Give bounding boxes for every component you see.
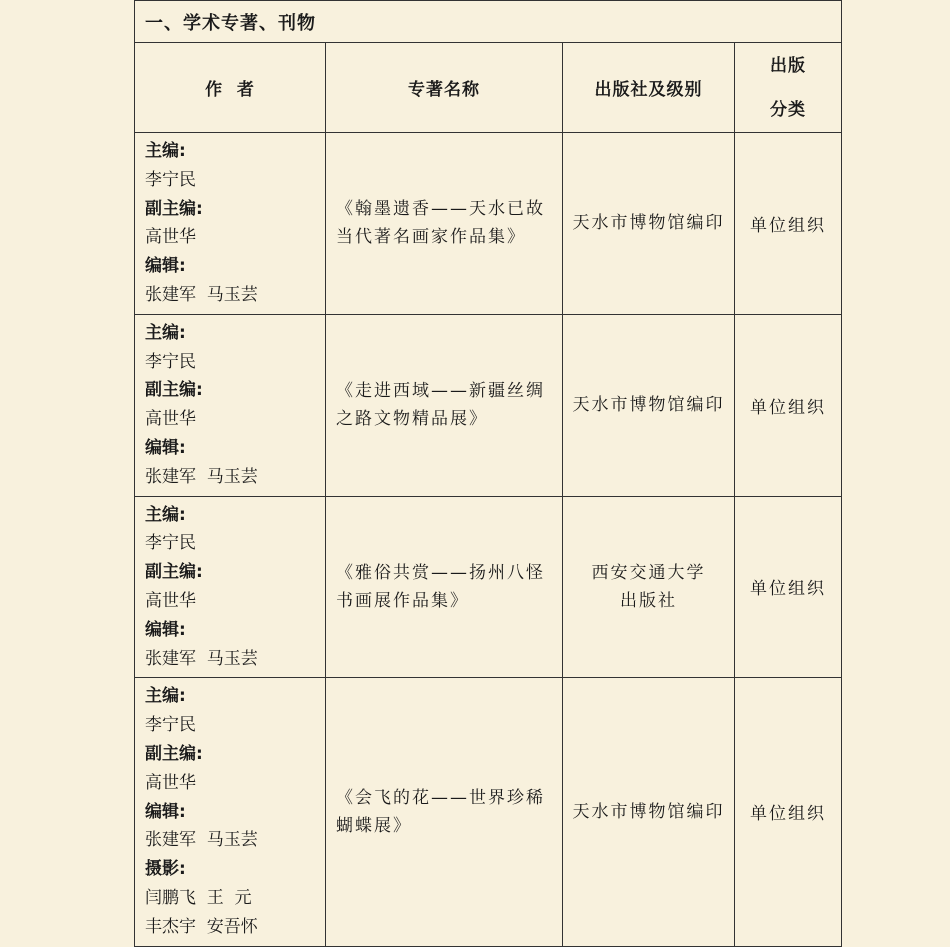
category-cell: 单位组织 bbox=[735, 133, 842, 315]
table-row bbox=[135, 678, 842, 946]
header-category bbox=[735, 43, 842, 133]
author-names: 张建军 马玉芸 bbox=[145, 648, 258, 669]
author-role: 编辑: bbox=[145, 619, 186, 640]
author-role: 副主编: bbox=[145, 198, 203, 219]
header-publisher: 出版社及级别 bbox=[563, 43, 735, 133]
author-names: 高世华 bbox=[145, 590, 196, 611]
header-category-line1: 出版 bbox=[770, 55, 806, 76]
author-names: 高世华 bbox=[145, 227, 196, 248]
header-title: 专著名称 bbox=[326, 43, 563, 133]
publisher-name: 天水市博物馆编印 bbox=[572, 395, 725, 416]
author-names: 丰杰宇 安吾怀 bbox=[145, 916, 258, 937]
author-cell bbox=[135, 678, 326, 946]
book-title: 《雅俗共赏——扬州八怪书画展作品集》 bbox=[326, 496, 563, 678]
author-role: 摄影: bbox=[145, 859, 186, 880]
author-cell bbox=[135, 314, 326, 496]
author-names: 高世华 bbox=[145, 409, 196, 430]
author-cell bbox=[135, 496, 326, 678]
category-cell: 单位组织 bbox=[735, 678, 842, 946]
publisher-name-line2: 出版社 bbox=[620, 590, 677, 611]
table-row bbox=[135, 314, 842, 496]
table-row bbox=[135, 133, 842, 315]
category-cell: 单位组织 bbox=[735, 314, 842, 496]
author-role: 编辑: bbox=[145, 437, 186, 458]
author-names: 李宁民 bbox=[145, 351, 196, 372]
publisher-cell bbox=[563, 496, 735, 678]
header-category-line2: 分类 bbox=[770, 99, 806, 120]
author-role: 编辑: bbox=[145, 256, 186, 277]
author-names: 李宁民 bbox=[145, 169, 196, 190]
author-role: 编辑: bbox=[145, 801, 186, 822]
author-names: 高世华 bbox=[145, 772, 196, 793]
publications-table bbox=[134, 0, 842, 947]
book-title: 《会飞的花——世界珍稀蝴蝶展》 bbox=[326, 678, 563, 946]
author-names: 张建军 马玉芸 bbox=[145, 466, 258, 487]
author-names: 张建军 马玉芸 bbox=[145, 830, 258, 851]
author-cell bbox=[135, 133, 326, 315]
author-names: 李宁民 bbox=[145, 715, 196, 736]
header-row bbox=[135, 43, 842, 133]
author-role: 主编: bbox=[145, 322, 186, 343]
author-role: 主编: bbox=[145, 504, 186, 525]
category-cell: 单位组织 bbox=[735, 496, 842, 678]
author-role: 副主编: bbox=[145, 380, 203, 401]
author-role: 主编: bbox=[145, 686, 186, 707]
table-body bbox=[135, 133, 842, 947]
publisher-name: 天水市博物馆编印 bbox=[572, 801, 725, 822]
book-title: 《翰墨遗香——天水已故当代著名画家作品集》 bbox=[326, 133, 563, 315]
author-names: 闫鹏飞 王 元 bbox=[145, 887, 252, 908]
author-role: 副主编: bbox=[145, 562, 203, 583]
section-title: 一、学术专著、刊物 bbox=[135, 1, 842, 43]
publisher-name: 西安交通大学 bbox=[591, 562, 706, 583]
publisher-name: 天水市博物馆编印 bbox=[572, 213, 725, 234]
author-role: 主编: bbox=[145, 141, 186, 161]
publisher-cell bbox=[563, 314, 735, 496]
header-author bbox=[135, 43, 326, 133]
book-title: 《走进西域——新疆丝绸之路文物精品展》 bbox=[326, 314, 563, 496]
author-role: 副主编: bbox=[145, 743, 203, 764]
section-title-row bbox=[135, 1, 842, 43]
header-author-label: 作 者 bbox=[205, 80, 255, 100]
author-names: 李宁民 bbox=[145, 533, 196, 554]
publisher-cell bbox=[563, 133, 735, 315]
author-names: 张建军 马玉芸 bbox=[145, 284, 258, 305]
document-page bbox=[134, 0, 841, 947]
table-row bbox=[135, 496, 842, 678]
publisher-cell bbox=[563, 678, 735, 946]
